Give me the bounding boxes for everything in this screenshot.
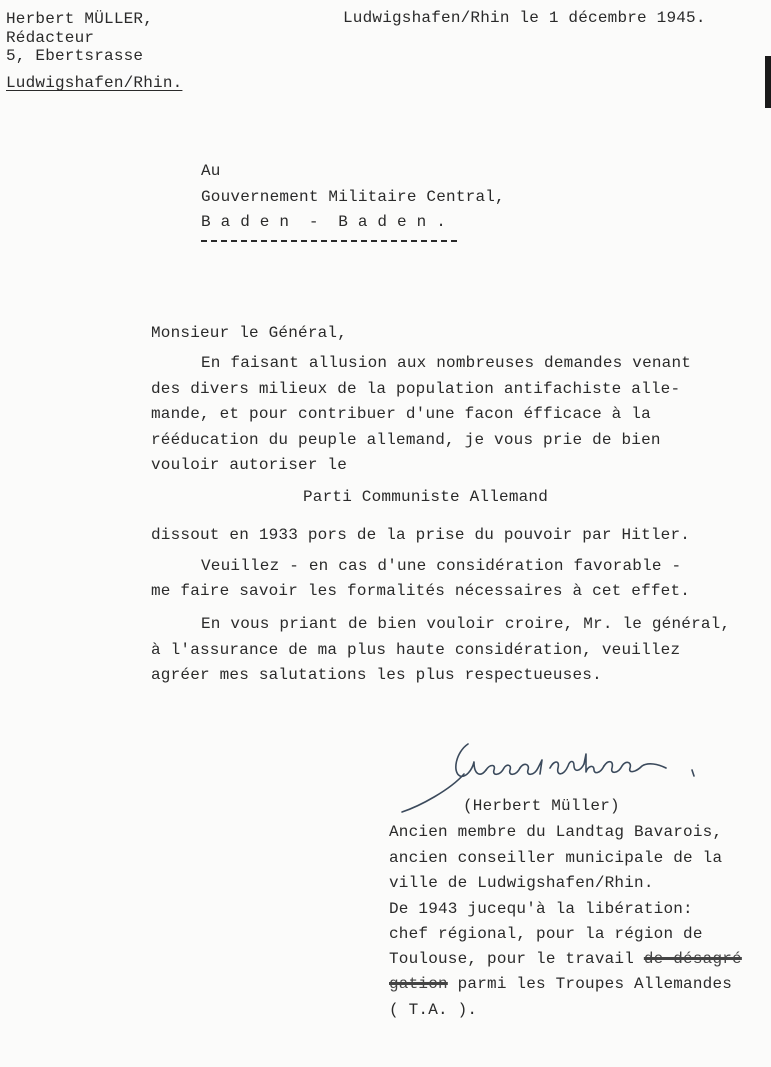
recipient-line-2: Gouvernement Militaire Central, bbox=[201, 188, 505, 206]
signatory-line-6-text: Toulouse, pour le travail bbox=[389, 950, 644, 968]
body-p1-line-4: rééducation du peuple allemand, je vous prie de bien bbox=[151, 431, 661, 449]
sender-title: Rédacteur bbox=[6, 29, 95, 47]
struck-text-1: de désagré bbox=[643, 950, 742, 968]
signatory-line-7 bbox=[389, 975, 732, 993]
body-p1-line-5: vouloir autoriser le bbox=[151, 456, 348, 474]
body-p1-line-2: des divers milieux de la population antifachiste alle- bbox=[151, 380, 681, 398]
body-p2: dissout en 1933 pors de la prise du pouvoir par Hitler. bbox=[151, 526, 691, 544]
body-p1-line-3: mande, et pour contribuer d'une facon éfficace à la bbox=[151, 405, 651, 423]
recipient-dashed-rule bbox=[201, 240, 457, 242]
recipient-line-3: B a d e n - B a d e n . bbox=[201, 213, 447, 231]
sender-city: Ludwigshafen/Rhin. bbox=[6, 74, 183, 92]
body-p4-line-1: En vous priant de bien vouloir croire, Mr. le général, bbox=[201, 615, 731, 633]
salutation: Monsieur le Général, bbox=[151, 324, 348, 342]
sender-street: 5, Ebertsrasse bbox=[6, 47, 144, 65]
recipient-line-1: Au bbox=[201, 162, 221, 180]
signatory-line-2: ancien conseiller municipale de la bbox=[389, 849, 723, 867]
scan-edge-mark bbox=[765, 56, 771, 108]
body-p3-line-1: Veuillez - en cas d'une considération favorable - bbox=[201, 557, 682, 575]
party-name: Parti Communiste Allemand bbox=[303, 488, 549, 506]
body-p3-line-2: me faire savoir les formalités nécessaires à cet effet. bbox=[151, 582, 691, 600]
signatory-line-8: ( T.A. ). bbox=[389, 1001, 478, 1019]
sender-name: Herbert MÜLLER, bbox=[6, 10, 154, 28]
signatory-name: (Herbert Müller) bbox=[463, 797, 620, 815]
signatory-line-7-text: parmi les Troupes Allemandes bbox=[447, 975, 733, 993]
signatory-line-4: De 1943 jucequ'à la libération: bbox=[389, 900, 693, 918]
body-p1-line-1: En faisant allusion aux nombreuses demandes venant bbox=[201, 354, 692, 372]
signatory-line-6 bbox=[389, 950, 742, 968]
signatory-line-3: ville de Ludwigshafen/Rhin. bbox=[389, 874, 654, 892]
body-p4-line-2: à l'assurance de ma plus haute considération, veuillez bbox=[151, 641, 681, 659]
signatory-line-5: chef régional, pour la région de bbox=[389, 925, 703, 943]
signatory-line-1: Ancien membre du Landtag Bavarois, bbox=[389, 823, 723, 841]
body-p4-line-3: agréer mes salutations les plus respectueuses. bbox=[151, 666, 602, 684]
struck-text-2: gation bbox=[389, 975, 448, 993]
place-date: Ludwigshafen/Rhin le 1 décembre 1945. bbox=[343, 9, 706, 27]
